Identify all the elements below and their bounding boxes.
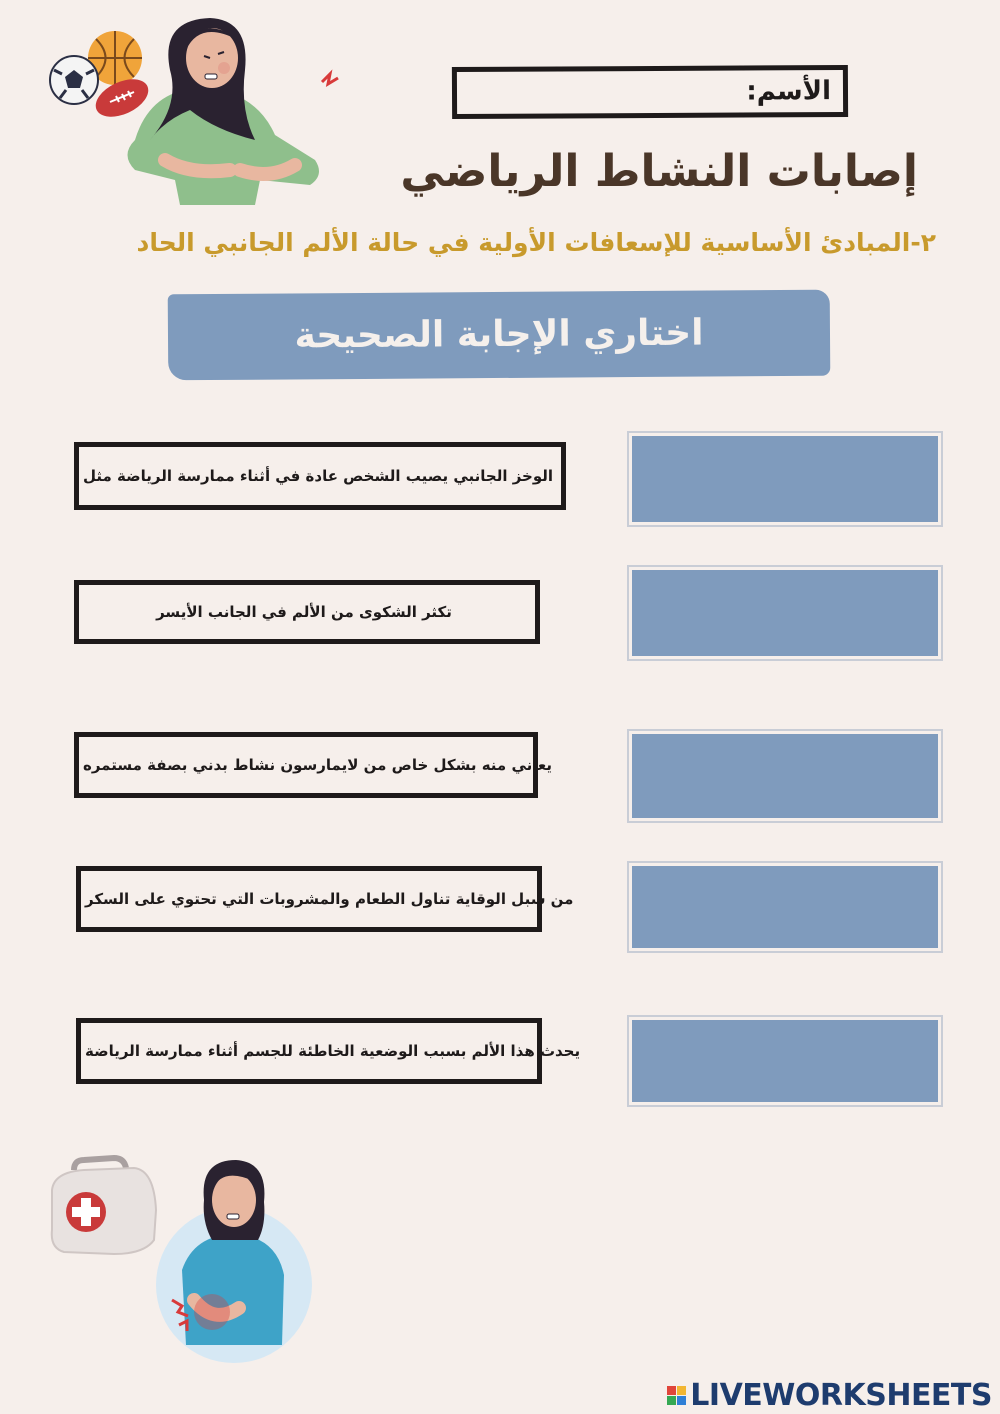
question-text: تكثر الشكوى من الألم في الجانب الأيسر [156,603,452,621]
page-subtitle: ٢-المبادئ الأساسية للإسعافات الأولية في حالة الألم الجانبي الحاد [136,228,936,257]
first-aid-illustration [44,1150,314,1350]
instruction-text: اختاري الإجابة الصحيحة [294,312,704,357]
woman-with-stomach-pain-illustration [40,10,360,210]
name-field-box [452,65,848,119]
answer-box[interactable] [632,1020,938,1102]
question-text: يحدث هذا الألم بسبب الوضعية الخاطئة للجسم أثناء ممارسة الرياضة [85,1042,581,1060]
answer-box[interactable] [632,570,938,656]
name-label: الأسم: [746,76,832,107]
question-box [74,732,552,798]
answer-box[interactable] [632,866,938,948]
question-text: يعاني منه بشكل خاص من لايمارسون نشاط بدني بصفة مستمره [83,756,552,774]
answer-input[interactable] [632,866,938,948]
answer-box[interactable] [632,436,938,522]
brand-text: LIVEWORKSHEETS [690,1378,992,1413]
question-box [74,580,540,644]
answer-input[interactable] [632,570,938,656]
question-box [74,442,566,510]
pain-spark-icon [322,74,338,84]
answer-input[interactable] [632,1020,938,1102]
answer-input[interactable] [632,436,938,522]
brand-logo [667,1378,992,1413]
question-text: الوخز الجانبي يصيب الشخص عادة في أثناء ممارسة الرياضة مثل [83,467,554,485]
question-box [76,866,574,932]
first-aid-kit-icon [52,1158,156,1254]
answer-input[interactable] [632,734,938,818]
answer-box[interactable] [632,734,938,818]
instruction-banner [168,290,831,381]
name-input[interactable] [465,77,739,110]
question-text: من سبل الوقاية تناول الطعام والمشروبات التي تحتوي على السكر [85,890,574,908]
question-box [76,1018,581,1084]
soccer-ball-icon [50,56,98,104]
page-title: إصابات النشاط الرياضي [400,146,918,197]
logo-icon [667,1386,686,1405]
